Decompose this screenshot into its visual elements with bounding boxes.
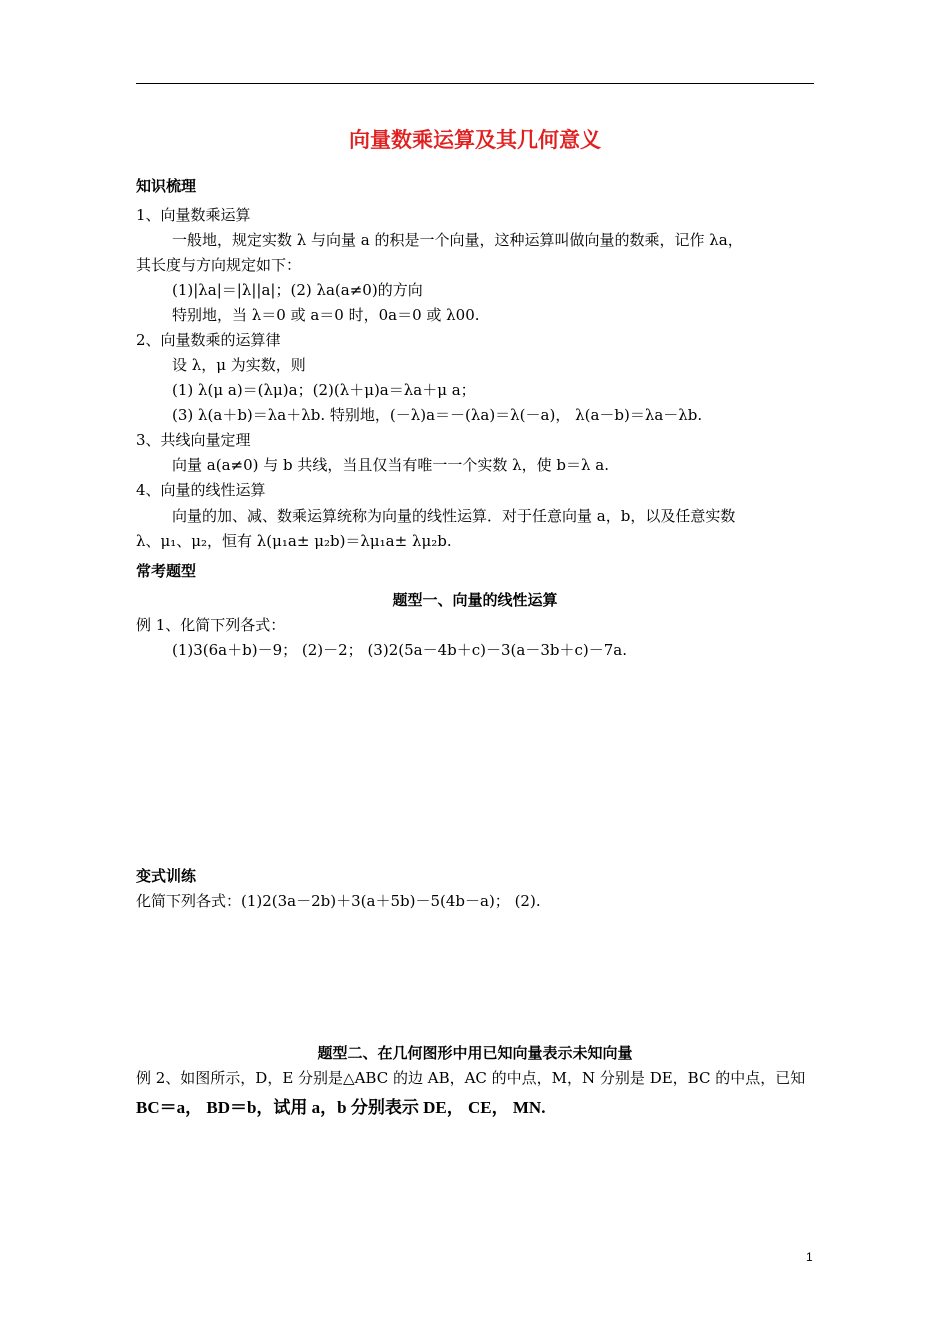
example2-line2: BC＝a， BD＝b，试用 a，b 分别表示 DE， CE， MN. bbox=[136, 1098, 546, 1117]
example1-items: (1)3(6a＋b)－9； (2)－2； (3)2(5a－4b＋c)－3(a－3b＋c)－7a. bbox=[172, 641, 627, 659]
header-rule bbox=[136, 83, 814, 84]
example1-heading: 例 1、化简下列各式： bbox=[136, 616, 286, 634]
type2-heading: 题型二、在几何图形中用已知向量表示未知向量 bbox=[317, 1044, 633, 1062]
k4-paragraph-line2: λ、μ₁、μ₂，恒有 λ(μ₁a± μ₂b)＝λμ₁a± λμ₂b. bbox=[136, 532, 452, 550]
k2-law-line1: (1) λ(μ a)＝(λμ)a；(2)(λ＋μ)a＝λa＋μ a； bbox=[172, 381, 476, 399]
page-title: 向量数乘运算及其几何意义 bbox=[349, 128, 601, 152]
k2-intro: 设 λ，μ 为实数，则 bbox=[172, 356, 306, 374]
example2-line1: 例 2、如图所示，D，E 分别是△ABC 的边 AB，AC 的中点，M，N 分别是 DE，BC 的中点，已知 bbox=[136, 1069, 806, 1087]
k4-heading: 4、向量的线性运算 bbox=[136, 481, 266, 499]
k2-law-line2: (3) λ(a＋b)＝λa＋λb. 特别地，(－λ)a＝－(λa)＝λ(－a)， λ(a－b)＝λa－λb. bbox=[172, 406, 703, 424]
k1-paragraph-line1: 一般地，规定实数 λ 与向量 a 的积是一个向量，这种运算叫做向量的数乘，记作 λa， bbox=[172, 231, 743, 249]
k3-heading: 3、共线向量定理 bbox=[136, 431, 251, 449]
page-number: 1 bbox=[806, 1250, 813, 1264]
k1-rule-line: (1)|λa|＝|λ||a|；(2) λa(a≠0)的方向 bbox=[172, 281, 423, 299]
variant-exercise: 化简下列各式：(1)2(3a－2b)＋3(a＋5b)－5(4b－a)； (2). bbox=[136, 892, 541, 910]
k4-paragraph-line1: 向量的加、减、数乘运算统称为向量的线性运算．对于任意向量 a，b，以及任意实数 bbox=[172, 507, 736, 525]
section-knowledge: 知识梳理 bbox=[136, 177, 197, 195]
k2-heading: 2、向量数乘的运算律 bbox=[136, 331, 281, 349]
type1-heading: 题型一、向量的线性运算 bbox=[392, 591, 558, 609]
k3-theorem: 向量 a(a≠0) 与 b 共线，当且仅当有唯一一个实数 λ，使 b＝λ a. bbox=[172, 456, 610, 474]
k1-special-line: 特别地，当 λ＝0 或 a＝0 时，0a＝0 或 λ00. bbox=[172, 306, 480, 324]
section-common: 常考题型 bbox=[136, 562, 197, 580]
k1-heading: 1、向量数乘运算 bbox=[136, 206, 251, 224]
section-variant: 变式训练 bbox=[136, 867, 197, 885]
k1-paragraph-line2: 其长度与方向规定如下： bbox=[136, 256, 302, 274]
